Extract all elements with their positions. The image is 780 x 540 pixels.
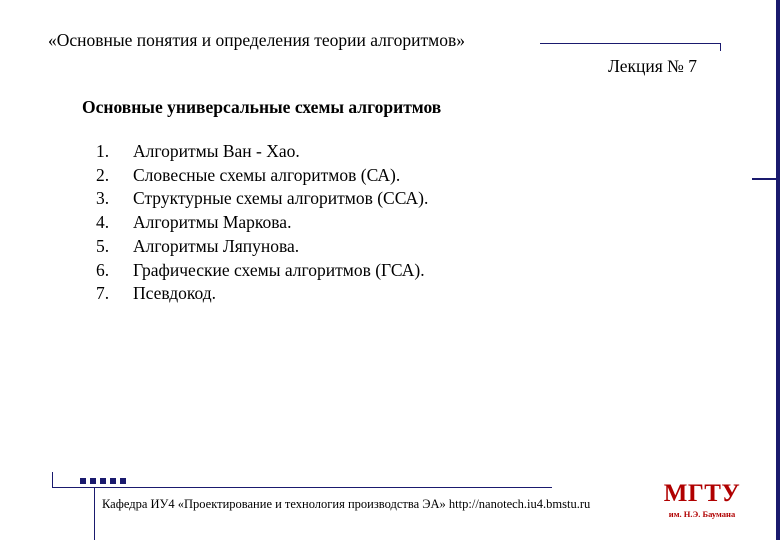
list-item bbox=[96, 235, 428, 259]
header-rule-tick bbox=[720, 43, 721, 51]
footer-rule-tick bbox=[52, 472, 53, 488]
schemes-list bbox=[96, 140, 428, 306]
footer-dot bbox=[100, 478, 106, 484]
footer-dot bbox=[120, 478, 126, 484]
list-item-text: Алгоритмы Ляпунова. bbox=[133, 235, 300, 256]
list-item-text: Структурные схемы алгоритмов (ССА). bbox=[133, 188, 429, 209]
list-item bbox=[96, 211, 428, 235]
section-heading: Основные универсальные схемы алгоритмов bbox=[82, 97, 442, 117]
footer-dot bbox=[110, 478, 116, 484]
list-item-number: 4. bbox=[96, 212, 110, 233]
list-item-number: 2. bbox=[96, 164, 110, 185]
list-item-number: 5. bbox=[96, 235, 110, 256]
list-item-text: Алгоритмы Ван - Хао. bbox=[133, 141, 300, 161]
header-title: «Основные понятия и определения теории алгоритмов» bbox=[48, 30, 466, 50]
list-item-number: 3. bbox=[96, 188, 110, 209]
list-item bbox=[96, 282, 428, 306]
right-edge-bar bbox=[776, 0, 780, 540]
list-item-text: Словесные схемы алгоритмов (СА). bbox=[133, 164, 401, 185]
list-item bbox=[96, 187, 428, 211]
mgtu-logo bbox=[660, 480, 744, 520]
footer-dots bbox=[80, 478, 126, 484]
logo-subtitle: им. Н.Э. Баумана bbox=[668, 509, 736, 519]
lecture-number: Лекция № 7 bbox=[608, 56, 697, 76]
list-item-number: 1. bbox=[96, 141, 110, 161]
list-item-number: 7. bbox=[96, 283, 110, 304]
footer-rule bbox=[52, 487, 552, 488]
logo-title: МГТУ bbox=[663, 480, 741, 507]
list-item bbox=[96, 140, 428, 164]
list-item-text: Графические схемы алгоритмов (ГСА). bbox=[133, 259, 425, 280]
footer-rule-vertical bbox=[94, 487, 95, 540]
list-item bbox=[96, 164, 428, 188]
list-item bbox=[96, 259, 428, 283]
footer-dot bbox=[80, 478, 86, 484]
right-edge-marker bbox=[752, 178, 776, 180]
list-item-text: Псевдокод. bbox=[133, 283, 217, 304]
list-item-text: Алгоритмы Маркова. bbox=[133, 212, 292, 233]
footer-text: Кафедра ИУ4 «Проектирование и технология производства ЭА» http://nanotech.iu4.bmstu.ru bbox=[102, 497, 591, 511]
footer-dot bbox=[90, 478, 96, 484]
list-item-number: 6. bbox=[96, 259, 110, 280]
header-rule bbox=[540, 43, 721, 44]
